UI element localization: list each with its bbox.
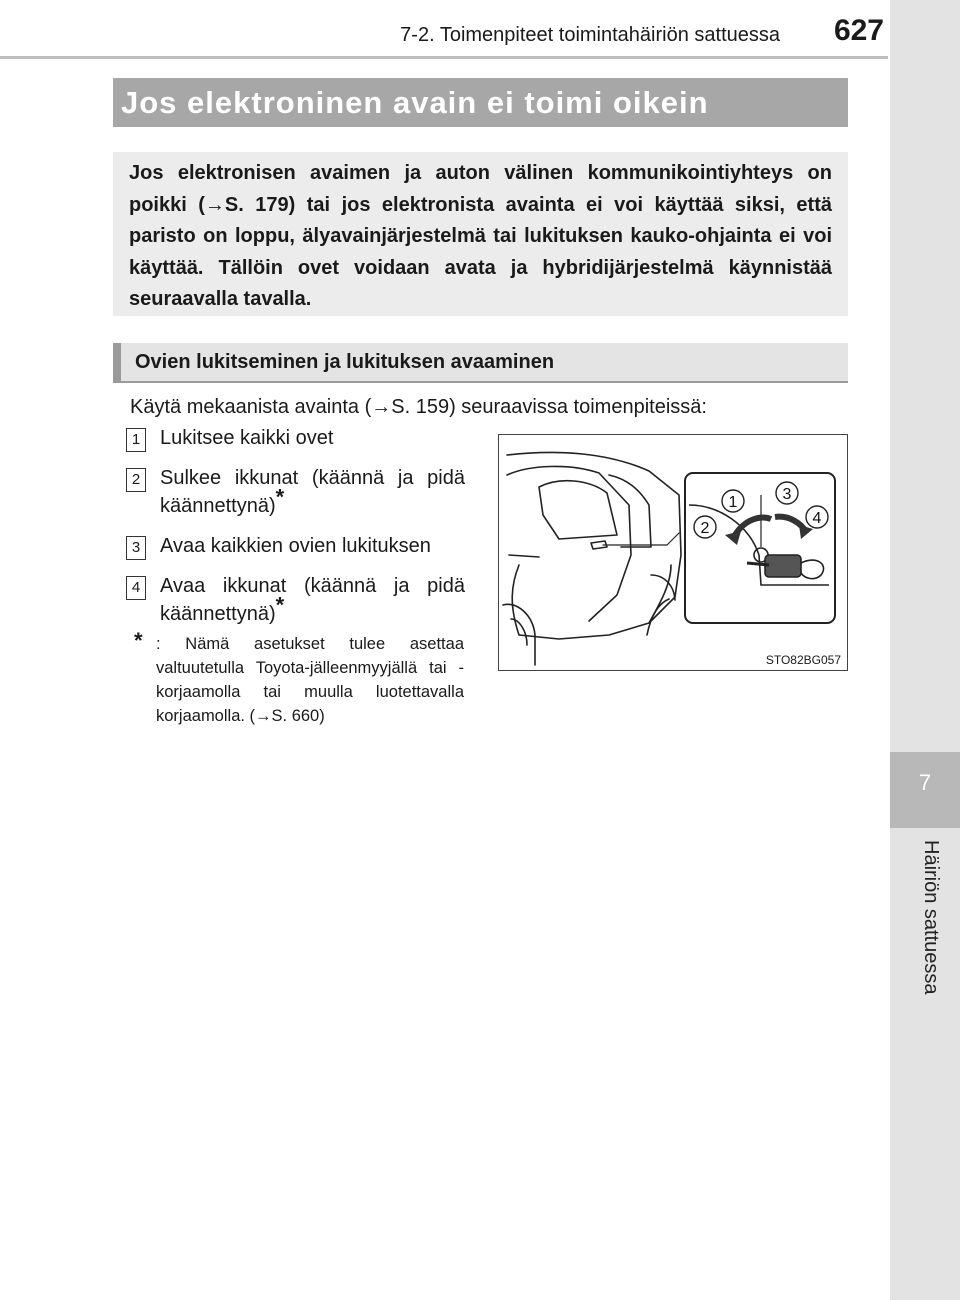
chapter-number: 7 — [918, 770, 932, 795]
chapter-side-tab — [890, 0, 960, 1300]
footnote — [134, 628, 464, 728]
list-item — [126, 464, 476, 520]
car-door-illustration — [499, 435, 846, 669]
callout-1: 1 — [728, 494, 738, 511]
instruction-text: Käytä mekaanista avainta (→S. 159) seuraavissa toimenpiteissä: — [130, 396, 707, 418]
header-rule — [0, 56, 888, 59]
footnote-text: : Nämä asetukset tulee asettaa valtuutetulla Toyota-jälleenmyyjällä tai -korjaamolla tai muulla luotettavalla korjaamolla. (→S. 660) — [156, 635, 464, 725]
step-text: Avaa ikkunat (käännä ja pidä käännettynä) — [160, 575, 465, 625]
step-number: 3 — [126, 536, 146, 560]
figure-code: STO82BG057 — [765, 653, 841, 667]
list-item — [126, 424, 476, 452]
step-text: Avaa kaikkien ovien lukituksen — [160, 535, 431, 557]
subheading: Ovien lukitseminen ja lukituksen avaaminen — [113, 343, 848, 383]
step-list — [126, 424, 476, 640]
chapter-label: Häiriön sattuessa — [920, 840, 942, 995]
footnote-marker: * — [275, 592, 285, 618]
step-text-wrap — [160, 464, 465, 520]
running-header: 7-2. Toimenpiteet toimintahäiriön sattuessa — [400, 24, 780, 46]
step-number: 1 — [126, 428, 146, 452]
intro-text: Jos elektronisen avaimen ja auton välinen kommunikointiyhteys on poikki (→S. 179) tai jos elektronista avainta ei voi käyttää siksi, että paristo on loppu, älyavainjärjestelmä tai lukituksen kauko-ohjainta ei voi käyttää. Tällöin ovet voidaan avata ja hybridijärjestelmä käynnistää seuraavalla tavalla. — [129, 162, 832, 310]
door-key-illustration — [498, 434, 848, 671]
footnote-mark: * — [134, 628, 143, 653]
footnote-marker: * — [275, 484, 285, 510]
step-text: Sulkee ikkunat (käännä ja pidä käännettynä) — [160, 467, 465, 517]
step-number: 2 — [126, 468, 146, 492]
page-number: 627 — [833, 14, 884, 47]
section-title: Jos elektroninen avain ei toimi oikein — [113, 78, 848, 127]
intro-box — [113, 152, 848, 316]
callout-4: 4 — [812, 510, 822, 527]
list-item — [126, 532, 476, 560]
callout-2: 2 — [700, 520, 710, 537]
step-text-wrap — [160, 572, 465, 628]
step-text: Lukitsee kaikki ovet — [160, 427, 334, 449]
step-number: 4 — [126, 576, 146, 600]
callout-3: 3 — [782, 486, 792, 503]
list-item — [126, 572, 476, 628]
